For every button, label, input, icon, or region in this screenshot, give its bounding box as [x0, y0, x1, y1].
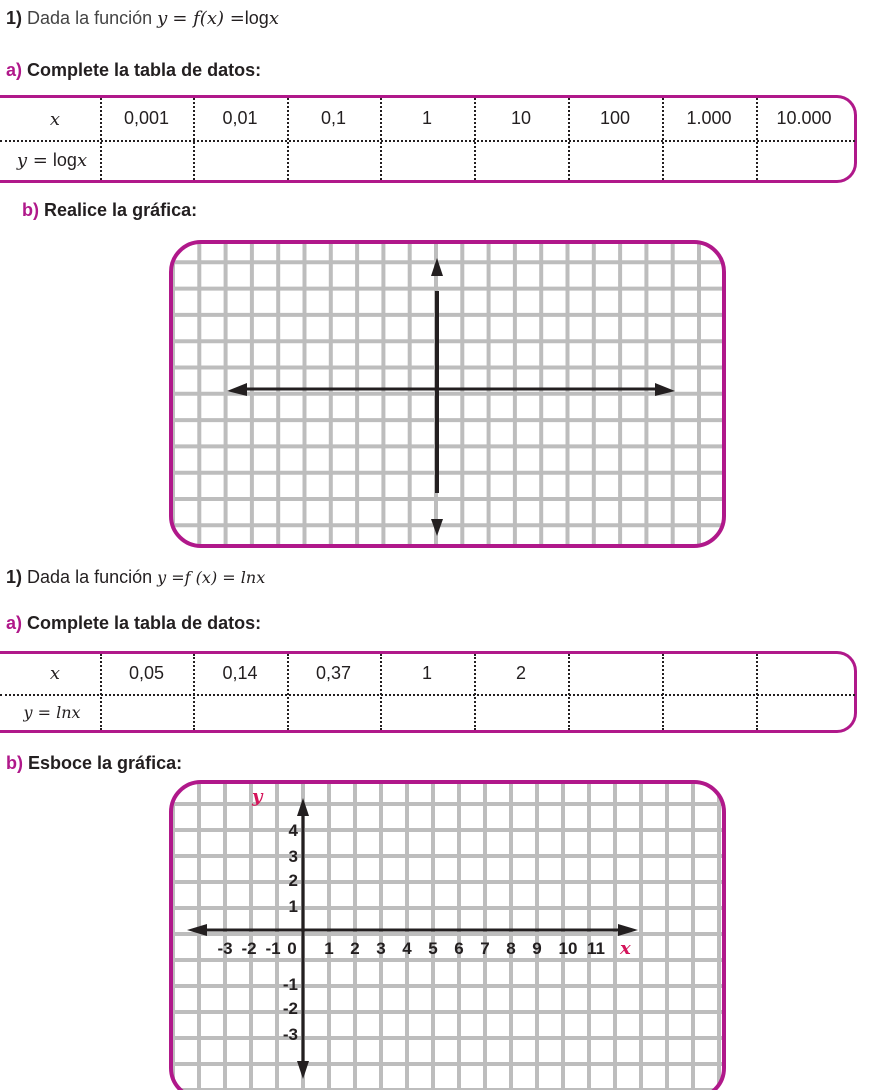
- graph2-y-axis-label: y: [252, 786, 263, 807]
- table1-x-value: 1.000: [686, 107, 732, 128]
- section1-formula-lhs: y: [157, 8, 168, 29]
- graph2-x-tick: 7: [480, 939, 490, 958]
- section2-number: 1): [6, 567, 23, 587]
- table2-x-value: 0,37: [315, 662, 352, 683]
- graph2-x-tick: 9: [532, 939, 542, 958]
- table2-y-input[interactable]: [662, 696, 756, 729]
- graph2-y-tick: -1: [282, 975, 298, 994]
- table2-y-input[interactable]: [380, 696, 474, 729]
- graph2-y-tick: -2: [282, 999, 298, 1018]
- table2-y-input[interactable]: [193, 696, 287, 729]
- table2-y-header: y = lnx: [23, 702, 81, 722]
- graph2-x-tick: 8: [506, 939, 516, 958]
- graph2-x-tick: 6: [454, 939, 464, 958]
- part-a1-heading: [6, 60, 261, 81]
- part-b2-heading: [6, 753, 182, 774]
- table2-x-input[interactable]: [662, 654, 756, 692]
- table2-y-input[interactable]: [100, 696, 193, 729]
- section1-formula-var: x: [268, 8, 279, 29]
- table1-x-value: 10.000: [776, 107, 832, 128]
- part-a2-label: a): [6, 613, 23, 633]
- graph2-x-tick: -3: [217, 939, 233, 958]
- table1-y-input[interactable]: [380, 142, 474, 179]
- table1-x-value: 1: [421, 107, 432, 128]
- section2-title: [6, 567, 265, 588]
- section2-intro: Dada la función: [27, 567, 153, 587]
- section1-title: [6, 8, 279, 29]
- graph2-x-tick: -1: [265, 939, 281, 958]
- graph2-x-axis-label: x: [620, 938, 631, 959]
- graph2-x-tick: 4: [402, 939, 412, 958]
- table2-x-value: 2: [515, 662, 526, 683]
- section1-formula-fn: log: [244, 8, 269, 28]
- table2-y-input[interactable]: [568, 696, 662, 729]
- table1-x-value: 0,001: [123, 107, 170, 128]
- table2-y-input[interactable]: [474, 696, 568, 729]
- table1-y-header: [4, 141, 100, 179]
- table1-y-input[interactable]: [568, 142, 662, 179]
- table1-y-input[interactable]: [662, 142, 756, 179]
- graph2-x-tick: 1: [324, 939, 334, 958]
- table1-y-input[interactable]: [474, 142, 568, 179]
- table1-x-header: x: [49, 108, 61, 130]
- table2-y-input[interactable]: [756, 696, 852, 729]
- section1-formula-mid: = f(x) =: [172, 8, 245, 29]
- table2-x-value: 0,05: [128, 662, 165, 683]
- graph2-x-tick: 3: [376, 939, 386, 958]
- graph2-x-tick: 5: [428, 939, 438, 958]
- graph2-y-tick: 2: [288, 871, 298, 890]
- part-a2-text: Complete la tabla de datos:: [27, 613, 262, 633]
- part-b1-label: b): [22, 200, 39, 220]
- table1-y-input[interactable]: [756, 142, 852, 179]
- graph2[interactable]: [165, 778, 730, 1090]
- part-b2-label: b): [6, 753, 23, 773]
- part-a2-heading: [6, 613, 261, 634]
- section1-intro: Dada la función: [27, 8, 153, 28]
- table2-x-input[interactable]: [568, 654, 662, 692]
- table1-y-header-lhs: y =: [16, 149, 48, 171]
- part-b2-text: Esboce la gráfica:: [28, 753, 183, 773]
- table1-y-input[interactable]: [193, 142, 287, 179]
- table2-x-value: 0,14: [222, 662, 258, 683]
- graph2-y-tick: 3: [288, 847, 298, 866]
- graph1-grid: [173, 236, 723, 552]
- table1-y-input[interactable]: [100, 142, 193, 179]
- part-b1-text: Realice la gráfica:: [44, 200, 198, 220]
- table2-x-input[interactable]: [756, 654, 852, 692]
- table1-x-value: 10: [510, 107, 532, 128]
- graph1[interactable]: [165, 236, 730, 552]
- table1-x-value: 0,1: [320, 107, 347, 128]
- graph1-y-arrow-down-icon: [431, 519, 443, 536]
- table1-x-value: 0,01: [222, 107, 258, 128]
- table2-y-input[interactable]: [287, 696, 380, 729]
- graph2-x-tick: 10: [558, 939, 578, 958]
- graph2-x-tick: -2: [241, 939, 257, 958]
- graph2-y-tick: -3: [282, 1025, 298, 1044]
- graph2-y-arrow-up-icon: [297, 798, 309, 816]
- graph2-x-tick: 2: [350, 939, 360, 958]
- table2-x-value: 1: [421, 662, 432, 683]
- table1-y-header-fn: log: [52, 149, 77, 170]
- graph2-y-tick: 4: [288, 821, 298, 840]
- part-a1-text: Complete la tabla de datos:: [27, 60, 262, 80]
- graph2-y-arrow-down-icon: [297, 1061, 309, 1079]
- part-a1-label: a): [6, 60, 23, 80]
- table1-y-input[interactable]: [287, 142, 380, 179]
- section1-number: 1): [6, 8, 23, 28]
- graph2-grid: [173, 778, 723, 1090]
- table1-x-value: 100: [599, 107, 631, 128]
- part-b1-heading: [22, 200, 197, 221]
- section2-formula: y =f (x) = lnx: [157, 568, 266, 587]
- graph2-y-tick: 1: [288, 897, 298, 916]
- graph2-x-tick: 0: [287, 939, 297, 958]
- graph2-x-tick: 11: [587, 939, 605, 958]
- table2-x-header: x: [49, 662, 61, 684]
- table1-y-header-var: x: [76, 149, 88, 171]
